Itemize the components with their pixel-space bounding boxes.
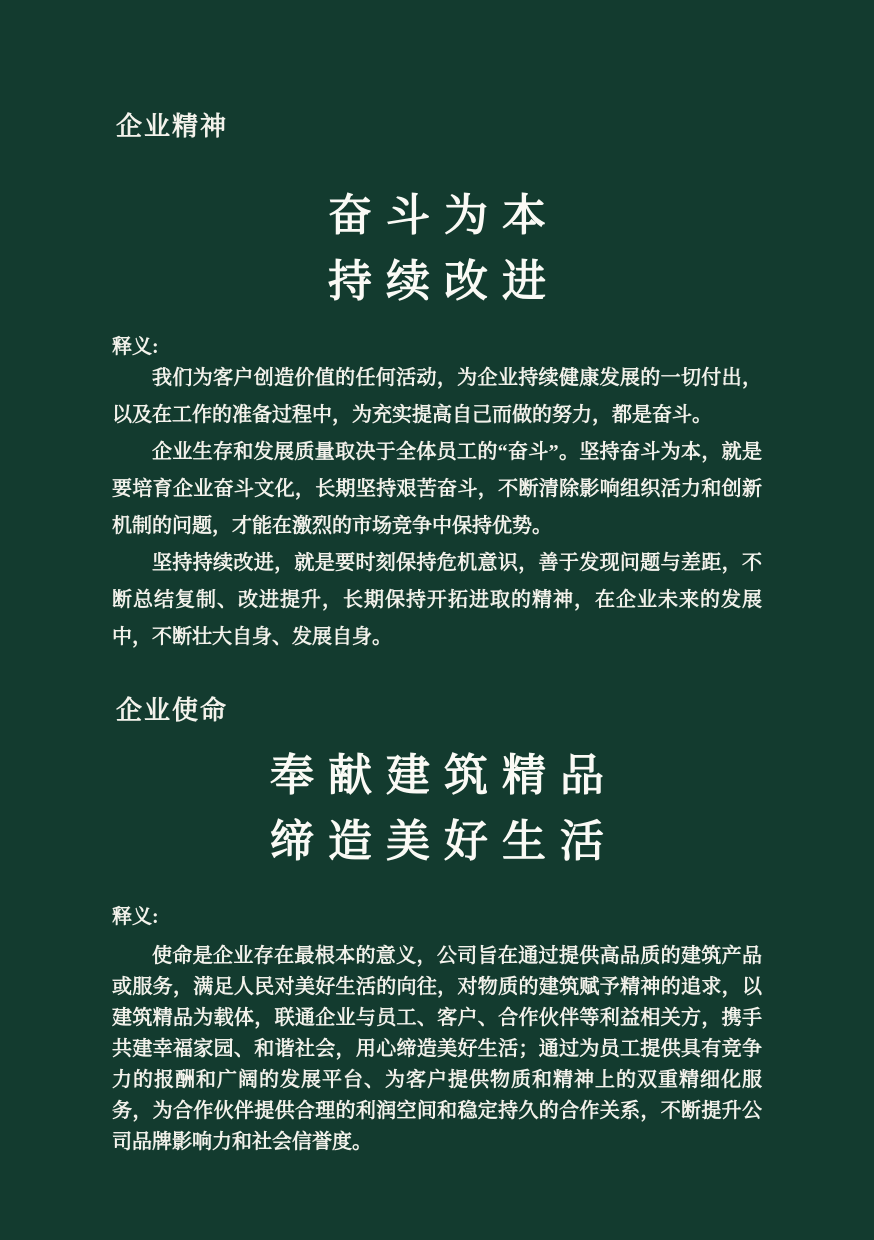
paragraph: 我们为客户创造价值的任何活动，为企业持续健康发展的一切付出，以及在工作的准备过程中，为充实提高自己而做的努力，都是奋斗。 xyxy=(112,367,762,426)
section-heading-enterprise-spirit: 企业精神 xyxy=(116,112,229,141)
definition-body-enterprise-mission xyxy=(112,941,762,1158)
definition-label: 释义: xyxy=(112,906,159,928)
motto-enterprise-mission xyxy=(0,743,874,875)
paragraph: 坚持持续改进，就是要时刻保持危机意识，善于发现问题与差距，不断总结复制、改进提升，长期保持开拓进取的精神，在企业未来的发展中，不断壮大自身、发展自身。 xyxy=(112,552,762,648)
motto-enterprise-spirit xyxy=(0,183,874,315)
paragraph: 使命是企业存在最根本的意义，公司旨在通过提供高品质的建筑产品或服务，满足人民对美好生活的向往，对物质的建筑赋予精神的追求，以建筑精品为载体，联通企业与员工、客户、合作伙伴等利益相关方，携手共建幸福家园、和谐社会，用心缔造美好生活；通过为员工提供具有竞争力的报酬和广阔的发展平台、为客户提供物质和精神上的双重精细化服务，为合作伙伴提供合理的利润空间和稳定持久的合作关系，不断提升公司品牌影响力和社会信誉度。 xyxy=(112,945,762,1153)
paragraph: 企业生存和发展质量取决于全体员工的“奋斗”。坚持奋斗为本，就是要培育企业奋斗文化，长期坚持艰苦奋斗，不断清除影响组织活力和创新机制的问题，才能在激烈的市场竞争中保持优势。 xyxy=(112,441,762,537)
definition-label: 释义: xyxy=(112,336,159,358)
motto-line: 持续改进 xyxy=(328,257,560,306)
motto-line: 缔造美好生活 xyxy=(270,817,618,866)
motto-line: 奋斗为本 xyxy=(328,191,560,240)
motto-line: 奉献建筑精品 xyxy=(270,751,618,800)
section-heading-enterprise-mission: 企业使命 xyxy=(116,696,229,725)
definition-body-enterprise-spirit xyxy=(112,360,762,656)
